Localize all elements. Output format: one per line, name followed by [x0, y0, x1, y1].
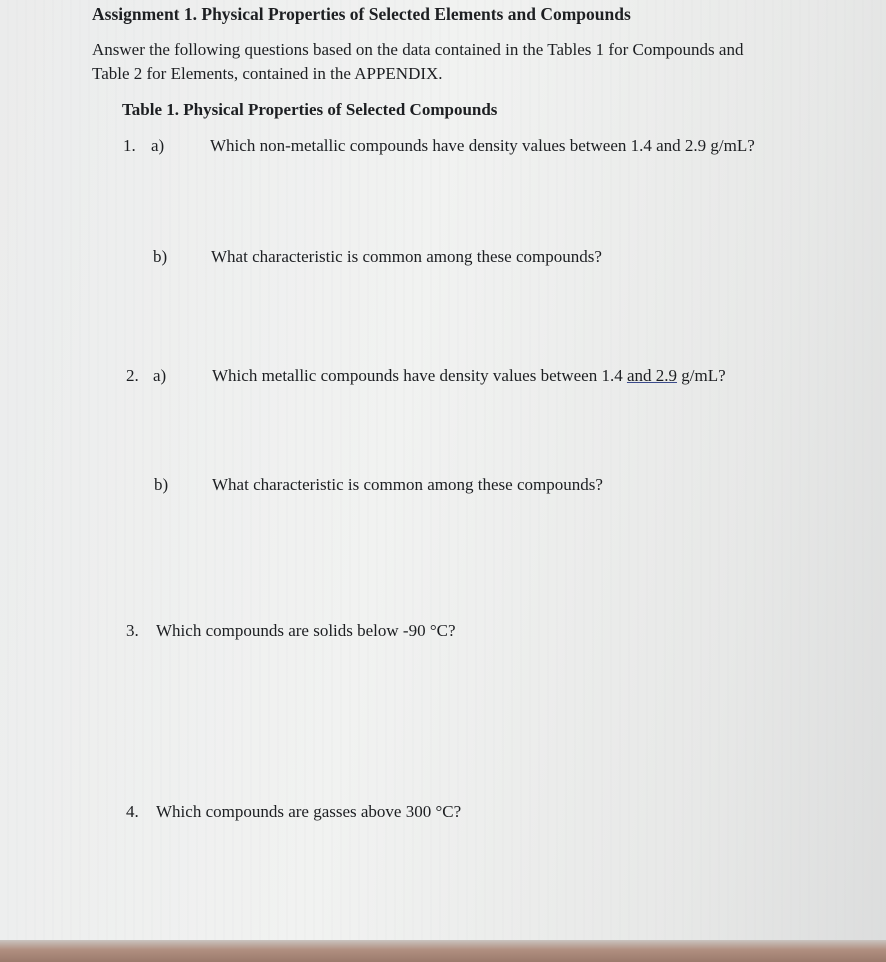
- instructions-line-1: Answer the following questions based on the data contained in the Tables 1 for Compounds and: [92, 40, 744, 59]
- question-1b-label: b): [153, 247, 168, 266]
- question-2-number: 2.: [126, 366, 139, 385]
- question-1a-label: a): [151, 136, 165, 155]
- question-4-text: Which compounds are gasses above 300 °C?: [156, 802, 462, 821]
- question-3-number: 3.: [126, 621, 139, 640]
- question-4-number: 4.: [126, 802, 139, 821]
- question-1b-text: What characteristic is common among these compounds?: [211, 247, 602, 266]
- question-2a-underlined-text: and 2.9: [626, 366, 678, 385]
- instructions-line-2: Table 2 for Elements, contained in the APPENDIX.: [92, 64, 443, 83]
- table-1-heading: Table 1. Physical Properties of Selected Compounds: [122, 100, 498, 119]
- question-1-number: 1.: [123, 136, 136, 155]
- question-2b-text: What characteristic is common among these compounds?: [212, 475, 603, 494]
- question-2a-text-start: Which metallic compounds have density values between 1.4: [212, 366, 627, 385]
- question-2b-label: b): [154, 475, 169, 494]
- desk-surface: [0, 940, 886, 962]
- question-1a-text: Which non-metallic compounds have density values between 1.4 and 2.9 g/mL?: [210, 136, 755, 155]
- question-2a-text: [212, 365, 726, 387]
- question-3-text: Which compounds are solids below -90 °C?: [156, 621, 456, 640]
- assignment-title: Assignment 1. Physical Properties of Selected Elements and Compounds: [92, 4, 631, 24]
- question-2a-label: a): [153, 366, 167, 385]
- question-2a-text-end: g/mL?: [677, 366, 726, 385]
